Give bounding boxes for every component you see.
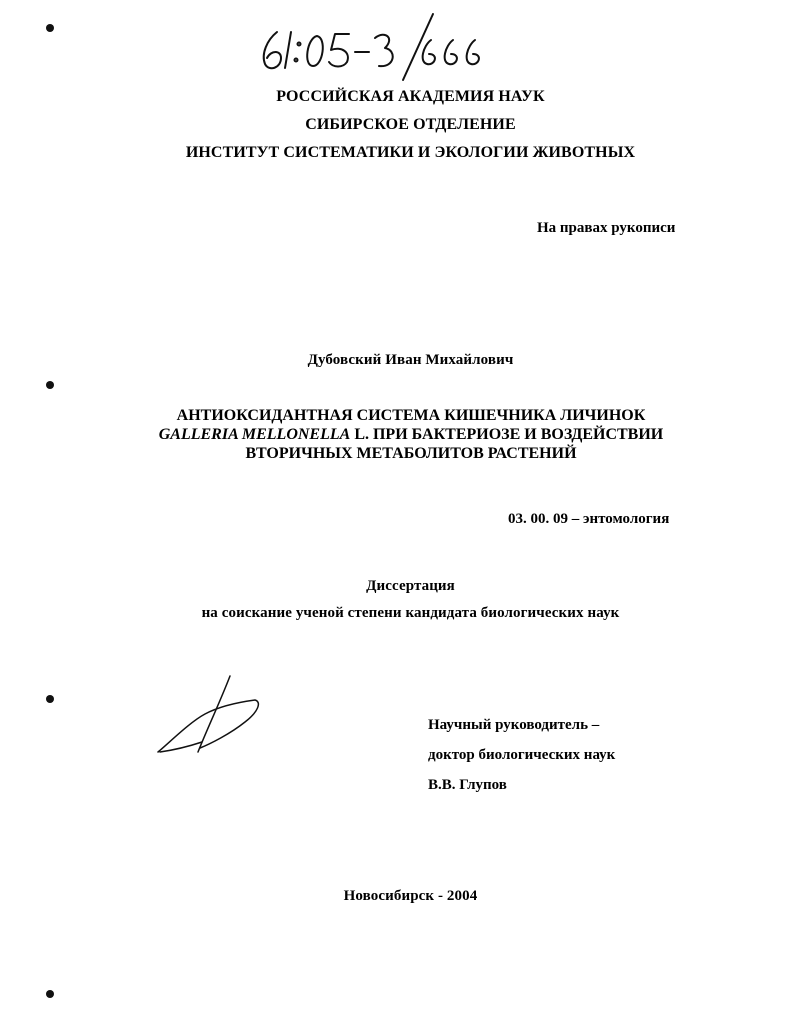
supervisor-name: В.В. Глупов [428, 777, 507, 793]
academy-name: РОССИЙСКАЯ АКАДЕМИЯ НАУК [276, 88, 545, 105]
specialty: 03. 00. 09 – энтомология [508, 511, 670, 527]
author-name: Дубовский Иван Михайлович [307, 352, 514, 368]
signature-drawing [150, 672, 270, 762]
binder-hole-mark [46, 990, 54, 998]
title-line-3: ВТОРИЧНЫХ МЕТАБОЛИТОВ РАСТЕНИЙ [245, 445, 577, 462]
branch-name: СИБИРСКОЕ ОТДЕЛЕНИЕ [305, 116, 516, 133]
supervisor-role: Научный руководитель – [428, 717, 600, 733]
binder-hole-mark [46, 24, 54, 32]
binder-hole-mark [46, 381, 54, 389]
title-species: GALLERIA MELLONELLA [158, 426, 351, 443]
title-line-2-rest: L. ПРИ БАКТЕРИОЗЕ И ВОЗДЕЙСТВИИ [350, 426, 664, 443]
rights-note: На правах рукописи [537, 220, 676, 236]
place-year: Новосибирск - 2004 [343, 888, 478, 904]
supervisor-degree: доктор биологических наук [428, 747, 616, 763]
binder-hole-mark [46, 695, 54, 703]
institute-name: ИНСТИТУТ СИСТЕМАТИКИ И ЭКОЛОГИИ ЖИВОТНЫХ [185, 144, 636, 161]
title-line-2 [0, 425, 791, 444]
handwritten-archive-mark [255, 10, 495, 85]
supervisor-block [428, 710, 615, 800]
title-line-1: АНТИОКСИДАНТНАЯ СИСТЕМА КИШЕЧНИКА ЛИЧИНОК [176, 407, 646, 424]
degree-line: на соискание ученой степени кандидата биологических наук [201, 605, 620, 621]
dissertation-label: Диссертация [366, 578, 455, 594]
dissertation-title [0, 406, 791, 463]
